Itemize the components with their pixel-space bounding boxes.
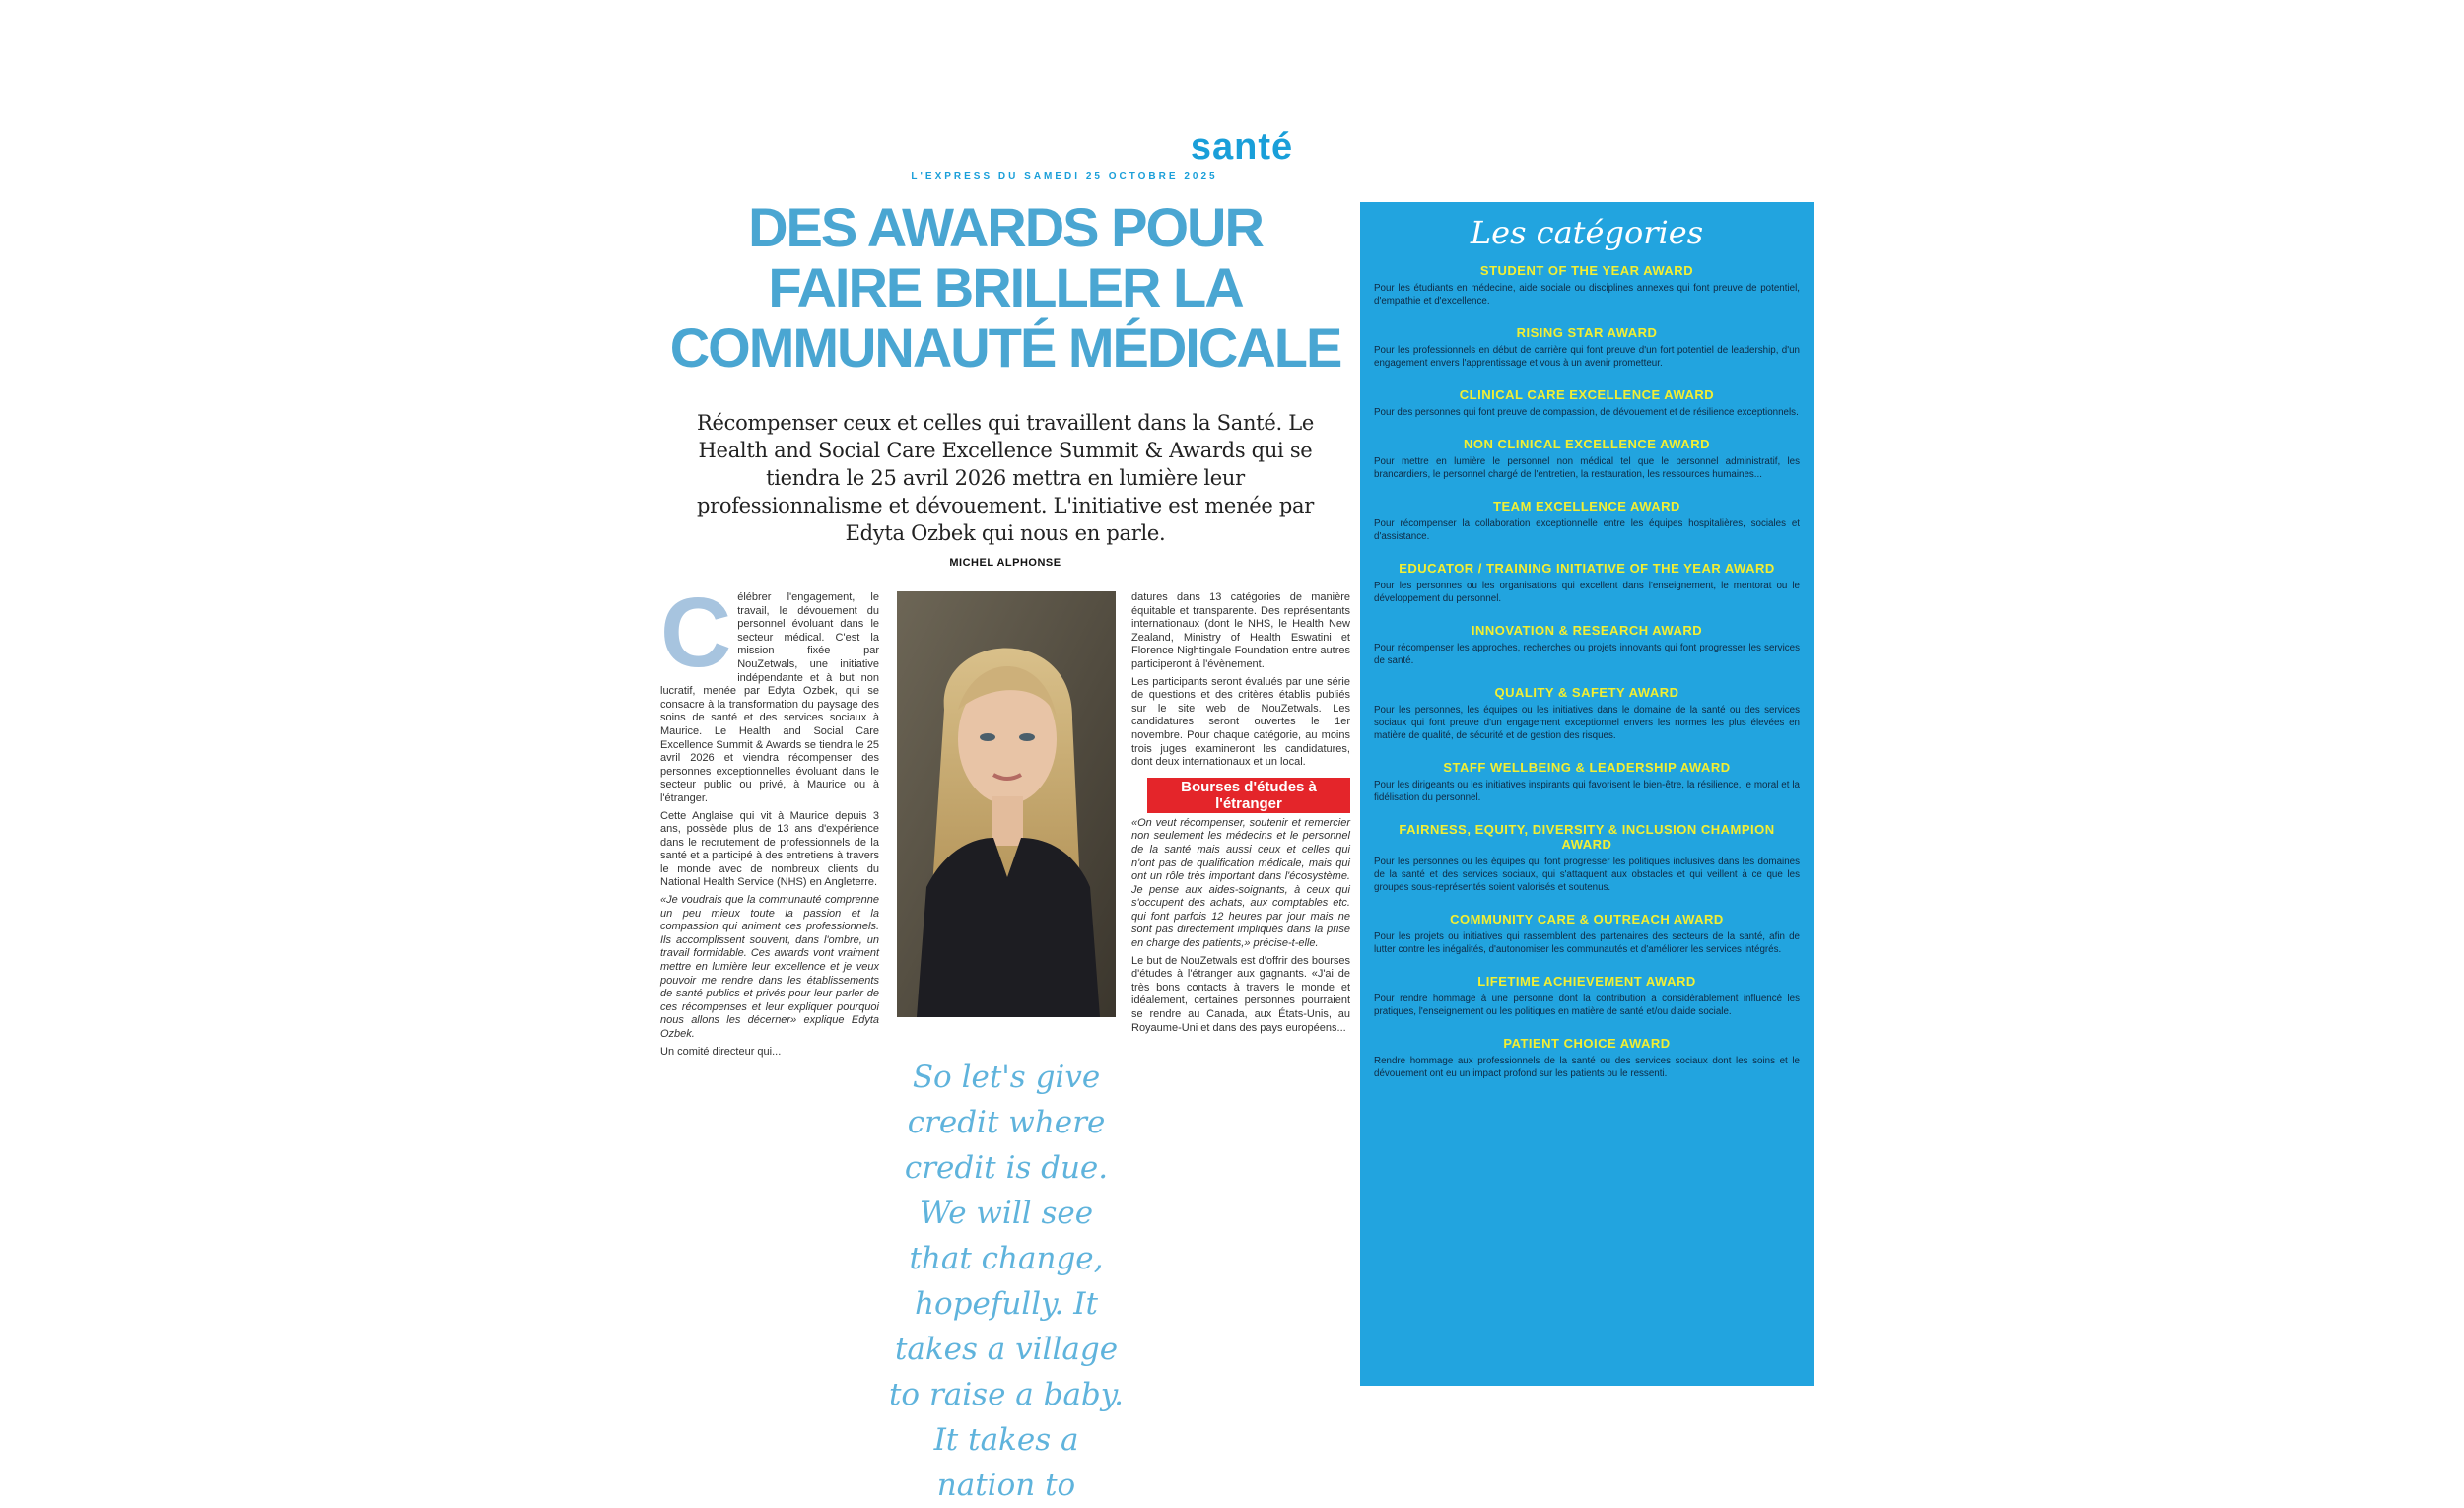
category-item (1360, 974, 1814, 1018)
category-name: PATIENT CHOICE AWARD (1503, 1036, 1671, 1051)
category-description: Pour les projets ou initiatives qui rassemblent des partenaires des secteurs de la santé, afin de lutter contre les inégalités, d'autonomiser les communautés et d'améliorer les services intégrés. (1374, 931, 1800, 955)
portrait-photo (897, 591, 1116, 1017)
category-description: Pour rendre hommage à une personne dont la contribution a considérablement influencé les pratiques, l'enseignement ou les politiques en matière de santé et/ou d'aide sociale. (1374, 994, 1800, 1017)
category-description: Pour les personnes ou les organisations qui excellent dans l'enseignement, le mentorat ou le développement du personnel. (1374, 581, 1800, 604)
masthead (660, 128, 1823, 182)
column-3 (1131, 591, 1350, 1386)
paragraph: Un comité directeur qui... (660, 1045, 782, 1058)
category-item (1360, 1036, 1814, 1080)
category-description: Pour récompenser la collaboration exceptionnelle entre les équipes hospitalières, sociales et d'assistance. (1374, 518, 1800, 542)
category-name: COMMUNITY CARE & OUTREACH AWARD (1450, 912, 1724, 926)
headline-line: FAIRE BRILLER LA (768, 256, 1243, 318)
category-item (1360, 437, 1814, 481)
category-description: Pour récompenser les approches, recherches ou projets innovants qui font progresser les services de santé. (1374, 643, 1800, 666)
article-columns (660, 578, 1350, 1503)
standfirst: Récompenser ceux et celles qui travaillent dans la Santé. Le Health and Social Care Excellence Summit & Awards qui se tiendra le 25 avril 2026 mettra en lumière leur professionnalisme et dévouement. L'initiative est menée par Edyta Ozbek qui nous en parle. (696, 411, 1315, 545)
category-name: QUALITY & SAFETY AWARD (1494, 685, 1679, 700)
category-item (1360, 623, 1814, 667)
category-name: FAIRNESS, EQUITY, DIVERSITY & INCLUSION CHAMPION AWARD (1399, 822, 1775, 852)
pull-quote: So let's give credit where credit is due. We will see that change, hopefully. It takes a village to raise a baby. It takes a nation to (888, 1060, 1125, 1503)
category-item (1360, 561, 1814, 605)
category-name: CLINICAL CARE EXCELLENCE AWARD (1459, 387, 1715, 402)
sidebar-title: Les catégories (1470, 214, 1704, 251)
subheading: Bourses d'études à l'étranger (1147, 778, 1350, 813)
category-name: STAFF WELLBEING & LEADERSHIP AWARD (1443, 760, 1731, 775)
paragraph: Les participants seront évalués par une série de questions et des critères établis publiés sur le site web de NouZetwals. Les candidatures seront ouvertes le 1er novembre. Pour chaque catégorie, au moins trois juges examineront les candidatures, dont deux internationaux et un local. (1131, 675, 1350, 769)
headline (660, 197, 1350, 377)
article (660, 196, 1350, 1503)
category-item (1360, 912, 1814, 956)
category-description: Pour mettre en lumière le personnel non médical tel que le personnel administratif, les brancardiers, le personnel chargé de l'entretien, la restauration, les ressources humaines... (1374, 456, 1800, 480)
paragraph: datures dans 13 catégories de manière équitable et transparente. Des représentants internationaux (dont le NHS, le Health New Zealand, Ministry of Health Eswatini et Florence Nightingale Foundation entre autres participeront à l'évènement. (1131, 591, 1350, 670)
category-name: STUDENT OF THE YEAR AWARD (1479, 263, 1694, 278)
category-item (1360, 499, 1814, 543)
section-title: santé (1190, 126, 1294, 168)
category-description: Pour des personnes qui font preuve de compassion, de dévouement et de résilience exceptionnels. (1374, 407, 1799, 418)
category-name: EDUCATOR / TRAINING INITIATIVE OF THE YEAR AWARD (1399, 561, 1775, 576)
paragraph: élébrer l'engagement, le travail, le dévouement du personnel évoluant dans le secteur médical. C'est la mission fixée par NouZetwals, une initiative indépendante et à but non lucratif, menée par Edyta Ozbek, qui se consacre à la transformation du paysage des soins de santé et des services sociaux à Maurice. Le Health and Social Care Excellence Summit & Awards se tiendra le 25 avril 2026 et viendra récompenser des personnes exceptionnelles évoluant dans le secteur public ou privé, à Maurice ou à l'étranger. (660, 591, 879, 804)
category-item (1360, 822, 1814, 894)
issue-date: L'EXPRESS DU SAMEDI 25 OCTOBRE 2025 (911, 171, 1218, 182)
category-description: Pour les dirigeants ou les initiatives inspirants qui favorisent le bien-être, la résilience, le moral et la fidélisation du personnel. (1374, 780, 1800, 803)
byline: MICHEL ALPHONSE (949, 557, 1061, 569)
category-name: TEAM EXCELLENCE AWARD (1493, 499, 1680, 514)
category-name: NON CLINICAL EXCELLENCE AWARD (1464, 437, 1710, 451)
drop-cap: C (660, 578, 732, 688)
category-description: Pour les personnes, les équipes ou les initiatives dans le domaine de la santé ou des services sociaux qui font preuve d'un engagement exceptionnel envers les normes les plus élevées en matière de qualité, de sécurité et de gestion des risques. (1374, 705, 1800, 741)
paragraph-quote: «On veut récompenser, soutenir et remercier non seulement les médecins et le personnel de la santé mais aussi ceux et celles qui n'ont pas de qualification médicale, mais qui ont un rôle très important dans l'écosystème. Je pense aux aides-soignants, à ceux qui s'occupent des achats, aux comptables etc. qui font parfois 12 heures par jour mais ne sont pas directement impliqués dans la prise en charge des patients,» précise-t-elle. (1131, 816, 1350, 950)
category-item (1360, 325, 1814, 370)
column-1 (660, 578, 879, 1386)
headline-line: DES AWARDS POUR (748, 196, 1263, 258)
paragraph: Cette Anglaise qui vit à Maurice depuis 3 ans, possède plus de 13 ans d'expérience dans le recrutement de professionnels de la santé et a participé à des entretiens à travers le monde avec de nombreux clients du National Health Service (NHS) en Angleterre. (660, 809, 879, 889)
category-name: LIFETIME ACHIEVEMENT AWARD (1477, 974, 1696, 989)
category-item (1360, 387, 1814, 419)
category-name: INNOVATION & RESEARCH AWARD (1471, 623, 1703, 638)
headline-line: COMMUNAUTÉ MÉDICALE (669, 316, 1341, 378)
portrait-illustration (897, 591, 1116, 1017)
paragraph-quote: «Je voudrais que la communauté comprenne un peu mieux toute la passion et la compassion qui animent ces professionnels. Ils accomplissent souvent, dans l'ombre, un travail formidable. Ces awards vont vraiment mettre en lumière leur excellence et je veux pouvoir me rendre dans les établissements de santé publics et privés pour leur parler de ces récompenses et leur expliquer pourquoi nous allons les décerner» explique Edyta Ozbek. (660, 894, 879, 1040)
category-description: Pour les étudiants en médecine, aide sociale ou disciplines annexes qui font preuve de potentiel, d'empathie et d'excellence. (1374, 283, 1800, 307)
categories-sidebar (1360, 202, 1814, 1386)
magazine-page (660, 118, 1823, 1503)
category-description: Pour les professionnels en début de carrière qui font preuve d'un fort potentiel de leadership, d'un engagement envers l'apprentissage et vous à un avenir prometteur. (1374, 345, 1800, 369)
category-item (1360, 263, 1814, 308)
category-name: RISING STAR AWARD (1516, 325, 1658, 340)
category-description: Rendre hommage aux professionnels de la santé ou des services sociaux dont les soins et le dévouement ont eu un impact profond sur les patients ou le ressenti. (1374, 1056, 1800, 1079)
category-item (1360, 760, 1814, 804)
category-list (1360, 263, 1814, 1080)
category-description: Pour les personnes ou les équipes qui font progresser les politiques inclusives dans les domaines de la santé et des services sociaux, qui s'attaquent aux obstacles et qui veillent à ce que les groupes sous-représentés soient valorisés et soutenus. (1374, 857, 1800, 893)
category-item (1360, 685, 1814, 742)
paragraph: Le but de NouZetwals est d'offrir des bourses d'études à l'étranger aux gagnants. «J'ai de très bons contacts à travers le monde et idéalement, certaines personnes pourraient se rendre au Canada, aux États-Unis, au Royaume-Uni et dans des pays européens... (1131, 954, 1350, 1034)
